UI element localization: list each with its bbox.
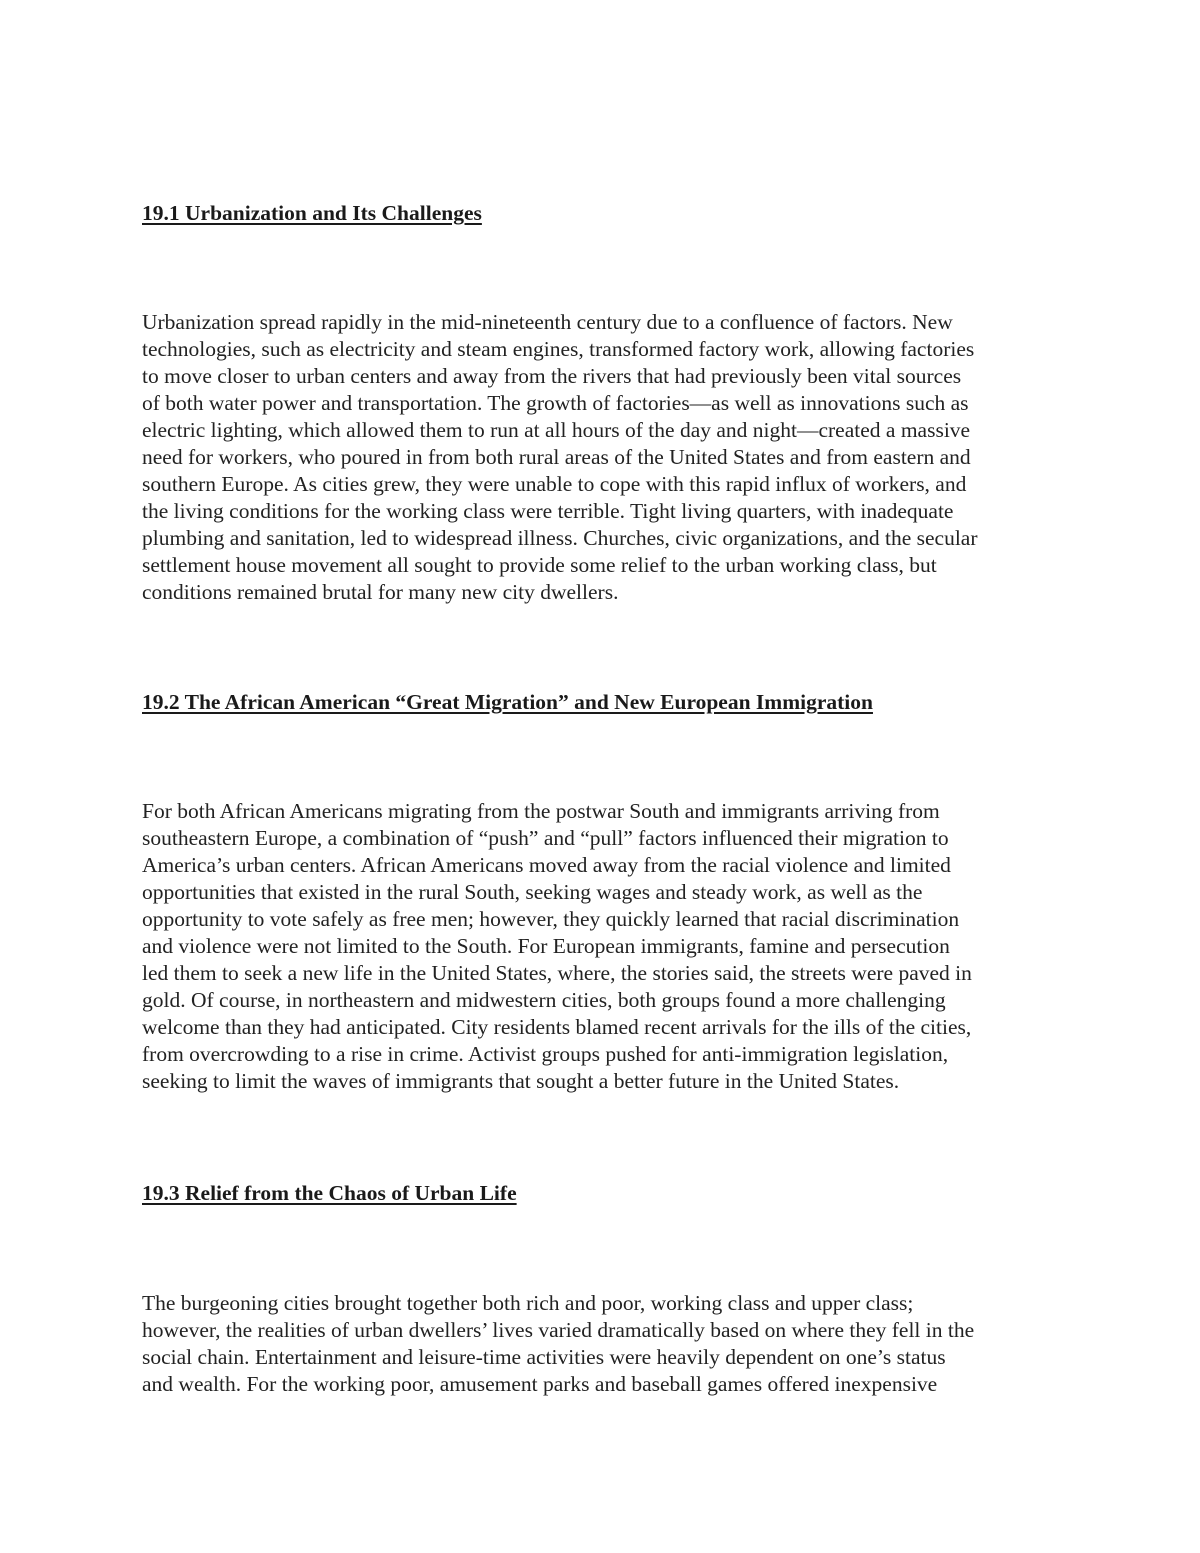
paragraph-line: gold. Of course, in northeastern and midwestern cities, both groups found a more challenging xyxy=(142,988,946,1012)
paragraph-line: social chain. Entertainment and leisure-time activities were heavily dependent on one’s status xyxy=(142,1345,946,1369)
paragraph-line: electric lighting, which allowed them to run at all hours of the day and night—created a massive xyxy=(142,418,971,442)
paragraph-line: For both African Americans migrating from the postwar South and immigrants arriving from xyxy=(142,799,940,823)
paragraph-line: and violence were not limited to the South. For European immigrants, famine and persecution xyxy=(142,934,950,958)
paragraph-line: conditions remained brutal for many new city dwellers. xyxy=(142,580,619,604)
paragraph-line: the living conditions for the working class were terrible. Tight living quarters, with inadequate xyxy=(142,499,954,523)
paragraph-line: from overcrowding to a rise in crime. Activist groups pushed for anti-immigration legislation, xyxy=(142,1042,949,1066)
paragraph-line: settlement house movement all sought to provide some relief to the urban working class, but xyxy=(142,553,937,577)
paragraph-line: The burgeoning cities brought together both rich and poor, working class and upper class; xyxy=(142,1291,914,1315)
paragraph-line: and wealth. For the working poor, amusement parks and baseball games offered inexpensive xyxy=(142,1372,938,1396)
paragraph-line: southeastern Europe, a combination of “push” and “pull” factors influenced their migration to xyxy=(142,826,949,850)
paragraph-line: opportunity to vote safely as free men; however, they quickly learned that racial discrimination xyxy=(142,907,960,931)
section-heading-19-1: 19.1 Urbanization and Its Challenges xyxy=(142,201,482,225)
section-heading-19-2: 19.2 The African American “Great Migration” and New European Immigration xyxy=(142,690,873,714)
section-paragraph-19-2 xyxy=(142,798,1072,1095)
paragraph-line: technologies, such as electricity and steam engines, transformed factory work, allowing factories xyxy=(142,337,975,361)
paragraph-line: led them to seek a new life in the United States, where, the stories said, the streets were paved in xyxy=(142,961,972,985)
paragraph-line: America’s urban centers. African Americans moved away from the racial violence and limited xyxy=(142,853,951,877)
paragraph-line: welcome than they had anticipated. City residents blamed recent arrivals for the ills of the cities, xyxy=(142,1015,972,1039)
paragraph-line: need for workers, who poured in from both rural areas of the United States and from eastern and xyxy=(142,445,971,469)
section-paragraph-19-1 xyxy=(142,309,1072,606)
paragraph-line: southern Europe. As cities grew, they were unable to cope with this rapid influx of workers, and xyxy=(142,472,967,496)
paragraph-line: to move closer to urban centers and away from the rivers that had previously been vital sources xyxy=(142,364,962,388)
paragraph-line: seeking to limit the waves of immigrants that sought a better future in the United States. xyxy=(142,1069,900,1093)
section-heading-19-3: 19.3 Relief from the Chaos of Urban Life xyxy=(142,1181,517,1205)
paragraph-line: of both water power and transportation. The growth of factories—as well as innovations such as xyxy=(142,391,969,415)
paragraph-line: however, the realities of urban dwellers’ lives varied dramatically based on where they fell in the xyxy=(142,1318,975,1342)
paragraph-line: opportunities that existed in the rural South, seeking wages and steady work, as well as the xyxy=(142,880,923,904)
paragraph-line: Urbanization spread rapidly in the mid-nineteenth century due to a confluence of factors. New xyxy=(142,310,953,334)
section-paragraph-19-3 xyxy=(142,1290,1072,1398)
paragraph-line: plumbing and sanitation, led to widespread illness. Churches, civic organizations, and the secular xyxy=(142,526,978,550)
